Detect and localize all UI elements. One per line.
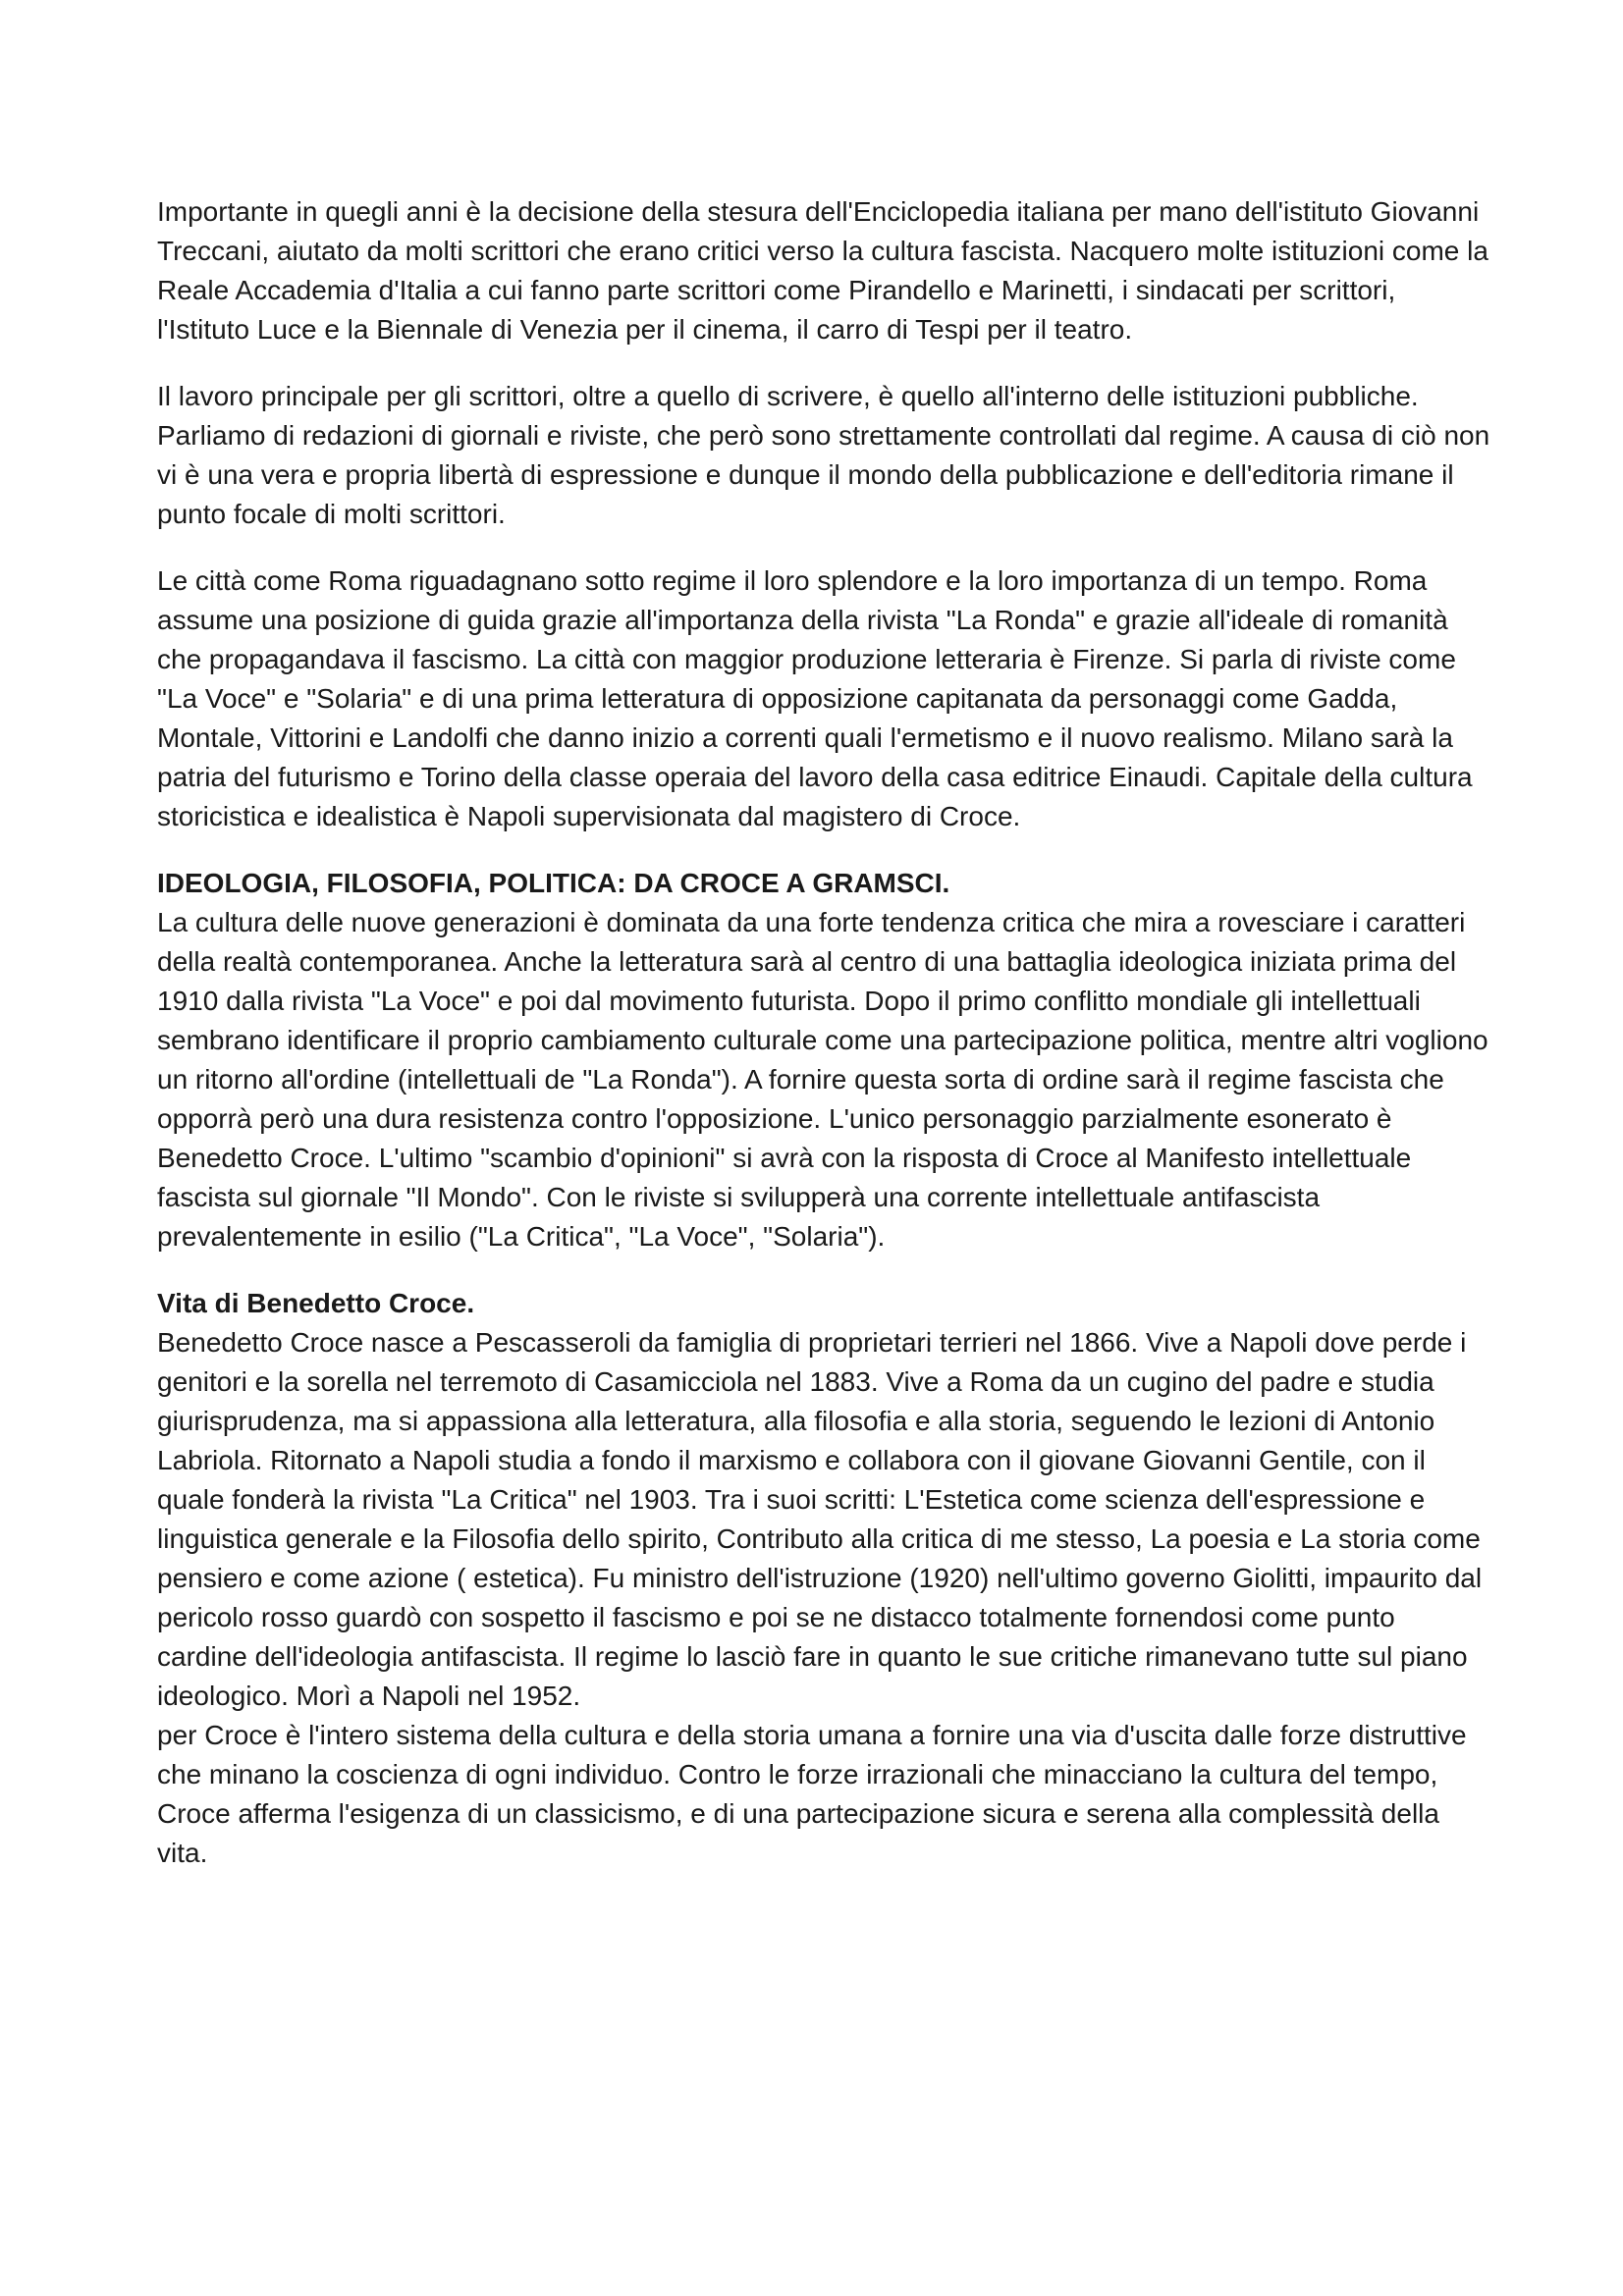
document-page: [157, 192, 1492, 1873]
paragraph-enciclopedia: Importante in quegli anni è la decisione della stesura dell'Enciclopedia italiana per mano dell'istituto Giovanni Treccani, aiutato da molti scrittori che erano critici verso la cultura fascista. Nacquero molte istituzioni come la Reale Accademia d'Italia a cui fanno parte scrittori come Pirandello e Marinetti, i sindacati per scrittori, l'Istituto Luce e la Biennale di Venezia per il cinema, il carro di Tespi per il teatro.: [157, 196, 1488, 345]
subsection-heading: Vita di Benedetto Croce.: [157, 1288, 475, 1318]
paragraph-cultura-generazioni: La cultura delle nuove generazioni è dominata da una forte tendenza critica che mira a rovesciare i caratteri della realtà contemporanea. Anche la letteratura sarà al centro di una battaglia ideologica iniziata prima del 1910 dalla rivista "La Voce" e poi dal movimento futurista. Dopo il primo conflitto mondiale gli intellettuali sembrano identificare il proprio cambiamento culturale come una partecipazione politica, mentre altri vogliono un ritorno all'ordine (intellettuali de "La Ronda"). A fornire questa sorta di ordine sarà il regime fascista che opporrà però una dura resistenza contro l'opposizione. L'unico personaggio parzialmente esonerato è Benedetto Croce. L'ultimo "scambio d'opinioni" si avrà con la risposta di Croce al Manifesto intellettuale fascista sul giornale "Il Mondo". Con le riviste si svilupperà una corrente intellettuale antifascista prevalentemente in esilio ("La Critica", "La Voce", "Solaria").: [157, 907, 1488, 1252]
paragraph-vita-croce: Benedetto Croce nasce a Pescasseroli da famiglia di proprietari terrieri nel 1866. Vive a Napoli dove perde i genitori e la sorella nel terremoto di Casamicciola nel 1883. Vive a Roma da un cugino del padre e studia giurisprudenza, ma si appassiona alla letteratura, alla filosofia e alla storia, seguendo le lezioni di Antonio Labriola. Ritornato a Napoli studia a fondo il marxismo e collabora con il giovane Giovanni Gentile, con il quale fonderà la rivista "La Critica" nel 1903. Tra i suoi scritti: L'Estetica come scienza dell'espressione e linguistica generale e la Filosofia dello spirito, Contributo alla critica di me stesso, La poesia e La storia come pensiero e come azione ( estetica). Fu ministro dell'istruzione (1920) nell'ultimo governo Giolitti, impaurito dal pericolo rosso guardò con sospetto il fascismo e poi se ne distacco totalmente fornendosi come punto cardine dell'ideologia antifascista. Il regime lo lasciò fare in quanto le sue critiche rimanevano tutte sul piano ideologico. Morì a Napoli nel 1952.: [157, 1327, 1483, 1711]
paragraph-citta: Le città come Roma riguadagnano sotto regime il loro splendore e la loro importanza di un tempo. Roma assume una posizione di guida grazie all'importanza della rivista "La Ronda" e grazie all'ideale di romanità che propagandava il fascismo. La città con maggior produzione letteraria è Firenze. Si parla di riviste come "La Voce" e "Solaria" e di una prima letteratura di opposizione capitanata da personaggi come Gadda, Montale, Vittorini e Landolfi che danno inizio a correnti quali l'ermetismo e il nuovo realismo. Milano sarà la patria del futurismo e Torino della classe operaia del lavoro della casa editrice Einaudi. Capitale della cultura storicistica e idealistica è Napoli supervisionata dal magistero di Croce.: [157, 565, 1473, 831]
section-heading: IDEOLOGIA, FILOSOFIA, POLITICA: DA CROCE A GRAMSCI.: [157, 868, 950, 898]
paragraph-croce-cultura: per Croce è l'intero sistema della cultura e della storia umana a fornire una via d'uscita dalle forze distruttive che minano la coscienza di ogni individuo. Contro le forze irrazionali che minacciano la cultura del tempo, Croce afferma l'esigenza di un classicismo, e di una partecipazione sicura e serena alla complessità della vita.: [157, 1720, 1467, 1868]
paragraph-lavoro-scrittori: Il lavoro principale per gli scrittori, oltre a quello di scrivere, è quello all'interno delle istituzioni pubbliche. Parliamo di redazioni di giornali e riviste, che però sono strettamente controllati dal regime. A causa di ciò non vi è una vera e propria libertà di espressione e dunque il mondo della pubblicazione e dell'editoria rimane il punto focale di molti scrittori.: [157, 381, 1490, 529]
